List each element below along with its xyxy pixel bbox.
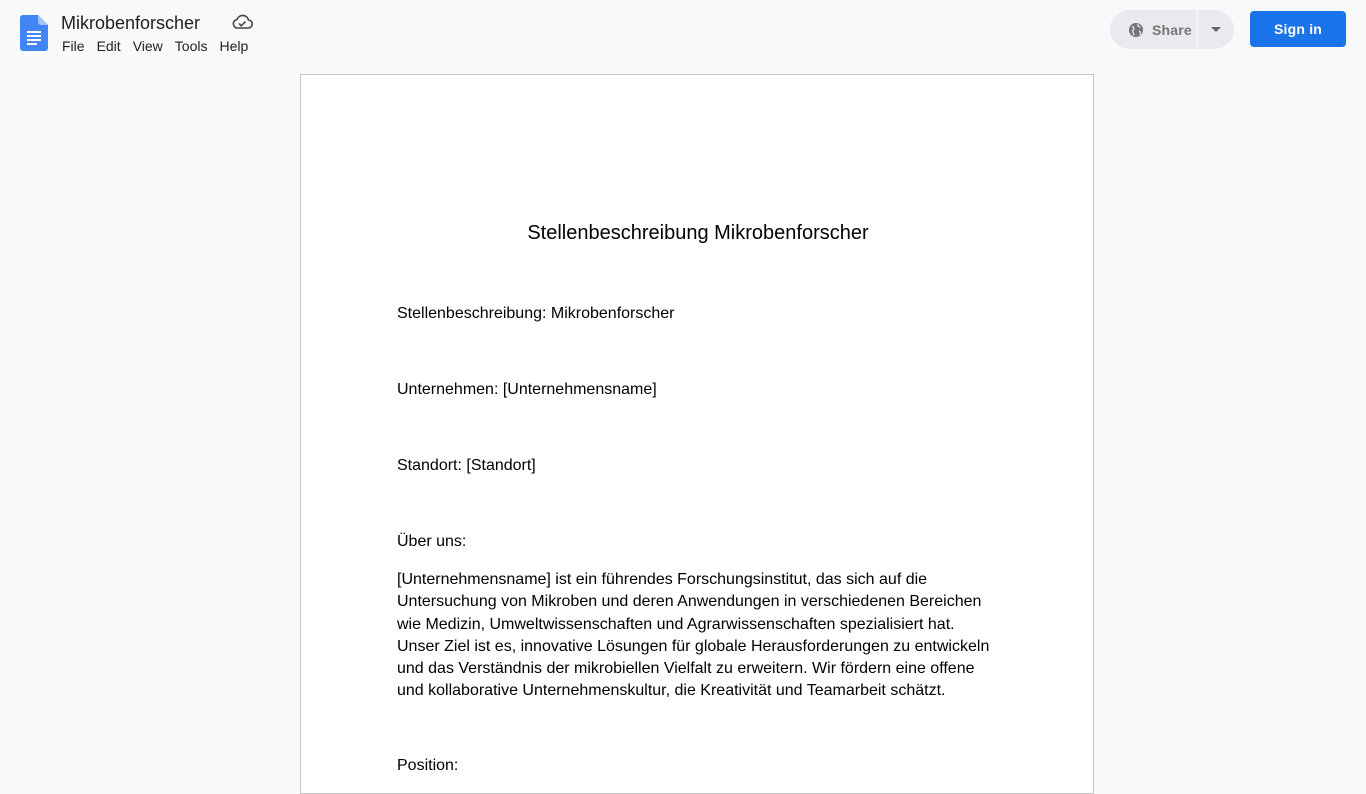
menu-tools[interactable]: Tools xyxy=(174,38,208,54)
paragraph-about-text: [Unternehmensname] ist ein führendes Forschungsinstitut, das sich auf die Untersuchung von Mikroben und deren Anwendungen in verschiedenen Bereichen wie Medizin, Umweltwissenschaften und Agrarwissenschaften spezialisiert hat. Unser Ziel ist es, innovative Lösungen für globale Herausforderungen zu entwickeln und das Verständnis der mikrobiellen Vielfalt zu erweitern. Wir fördern eine offene und kollaborative Unternehmenskultur, die Kreativität und Teamarbeit schätzt. xyxy=(397,571,990,700)
menu-edit[interactable]: Edit xyxy=(96,38,121,54)
menu-bar xyxy=(56,36,254,56)
share-dropdown-button[interactable] xyxy=(1198,10,1234,49)
sign-in-button[interactable]: Sign in xyxy=(1250,11,1346,47)
menu-file[interactable]: File xyxy=(62,38,85,54)
caret-down-icon xyxy=(1211,27,1221,33)
share-button-group xyxy=(1110,10,1234,49)
cloud-saved-icon[interactable] xyxy=(231,13,253,31)
globe-icon xyxy=(1128,22,1144,38)
document-page[interactable] xyxy=(300,74,1094,794)
menu-view[interactable]: View xyxy=(132,38,163,54)
paragraph-location: Standort: [Standort] xyxy=(397,457,536,474)
paragraph-position-heading: Position: xyxy=(397,757,459,774)
google-docs-icon[interactable] xyxy=(20,15,48,51)
app-header xyxy=(0,0,1366,62)
document-title[interactable]: Mikrobenforscher xyxy=(61,13,201,33)
document-heading: Stellenbeschreibung Mikrobenforscher xyxy=(527,222,869,244)
menu-help[interactable]: Help xyxy=(219,38,249,54)
share-label: Share xyxy=(1152,21,1192,38)
paragraph-company: Unternehmen: [Unternehmensname] xyxy=(397,381,657,398)
paragraph-job-title: Stellenbeschreibung: Mikrobenforscher xyxy=(397,305,675,322)
paragraph-about-heading: Über uns: xyxy=(397,533,467,550)
share-button[interactable] xyxy=(1110,10,1198,49)
